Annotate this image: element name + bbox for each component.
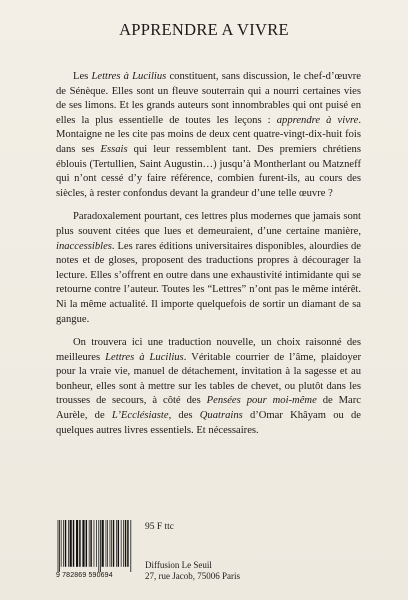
price: 95 F ttc [145,522,175,532]
text-run: constituent, sans discussion, le chef-d’œuvre de Sénèque. Elles sont un fleuve souterrain qui a nourri certaines vies de ses limons. Et les grands auteurs sont innombrables qui ont puisé en elles la plus essentielle de toutes les leçons : [56,71,361,126]
publisher-info [145,560,240,582]
italic-text: Lettres à Lucilius [105,351,184,363]
text-run: . Montaigne ne les cite pas moins de deux cent quatre-vingt-dix-huit fois dans ses [56,114,361,155]
italic-text: Essais [100,143,128,155]
italic-text: L’Ecclésiaste [111,410,169,422]
address-line: 27, rue Jacob, 75006 Paris [145,571,240,581]
book-title: APPRENDRE A VIVRE [119,20,289,39]
text-run: . Les rares éditions universitaires disponibles, alourdies de notes et de gloses, proposent des traductions propres à décourager la lecture. Elles s’offrent en outre dans une exhaustivité intimidante qui se retourne contre l’auteur. Toutes les “Lettres” n’ont pas le même intérêt. Ni la même actualité. Il importe quelquefois de sortir un diamant de sa gangue. [56,240,361,325]
italic-text: Pensées pour moi-même [206,395,317,407]
paragraph [56,336,361,438]
italic-text: inaccessibles [56,240,112,252]
text-run: Paradoxalement pourtant, ces lettres plus modernes que jamais sont plus souvent citées que lues et demeuraient, d’une certaine manière, [56,211,361,237]
italic-text: Quatrains [199,410,243,422]
paragraph [56,210,361,327]
italic-text: Lettres à Lucilius [91,71,167,82]
text-run: de Marc Aurèle, de [56,395,361,422]
isbn-number: 9 782869 590694 [56,572,113,579]
text-run: . Véritable courrier de l’âme, plaidoyer pour la vraie vie, manuel de détachement, invitation à la sagesse et au bonheur, elles sont à mettre sur les tables de chevet, ou plutôt dans les trousses de secours, à côté des [56,351,361,407]
italic-text: apprendre à vivre [276,114,359,126]
distributor-line: Diffusion Le Seuil [145,560,212,570]
text-run: , des [168,410,200,422]
text-run: Les [73,71,92,82]
blurb-text [56,70,361,447]
paragraph [56,70,361,201]
barcode [56,520,132,582]
barcode-image [56,520,132,572]
text-run: d’Omar Khâyam ou de quelques autres livres essentiels. Et nécessaires. [56,410,361,436]
text-run: qui leur ressemblent tant. Des premiers chrétiens éblouis (Tertullien, Saint Augustin…) jusqu’à Montherlant ou Matzneff qui n’ont cessé d’y faire référence, combien furent-ils, au cours des siècles, à rester confondus devant la grandeur d’une telle œuvre ? [56,143,361,199]
text-run: On trouvera ici une traduction nouvelle, un choix raisonné des meilleures [56,337,361,363]
